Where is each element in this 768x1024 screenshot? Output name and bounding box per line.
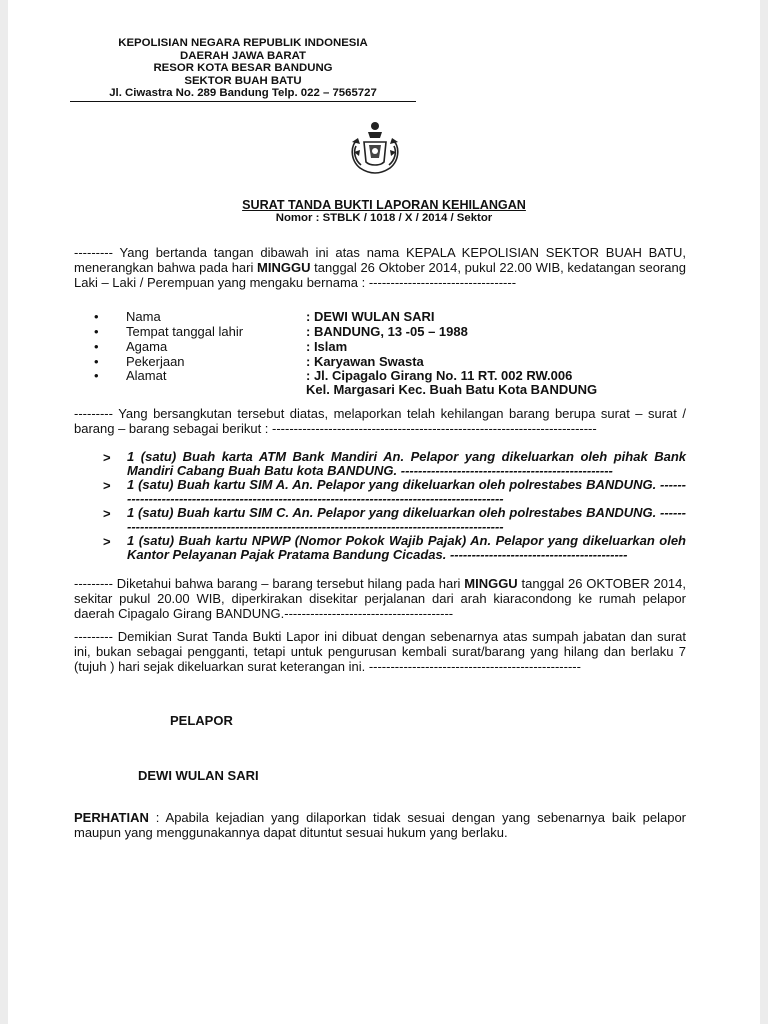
report-paragraph: --------- Yang bersangkutan tersebut diatas, melaporkan telah kehilangan barang berupa surat – surat / barang – barang sebagai berikut : --------------------------------------------------------------------------- [74, 406, 686, 436]
letterhead-address: Jl. Ciwastra No. 289 Bandung Telp. 022 – 7565727 [109, 87, 377, 99]
letterhead-line: SEKTOR BUAH BATU [184, 74, 302, 87]
arrow-bullet-icon: > [103, 506, 111, 521]
letterhead-line: RESOR KOTA BESAR BANDUNG [153, 62, 333, 74]
letterhead-line: KEPOLISIAN NEGARA REPUBLIK INDONESIA [118, 37, 368, 49]
warning-note: PERHATIAN : Apabila kejadian yang dilaporkan tidak sesuai dengan yang sebenarnya baik pelapor maupun yang menggunakannya dapat dituntut sesuai hukum yang berlaku. [74, 810, 686, 840]
intro-day: MINGGU [257, 260, 311, 275]
lost-item: > 1 (satu) Buah kartu NPWP (Nomor Pokok Wajib Pajak) An. Pelapor yang dikeluarkan oleh Kantor Pelayanan Pajak Pratama Bandung Cicadas. ----------------------------------------- [103, 533, 686, 562]
letterhead-line: DAERAH JAWA BARAT [180, 49, 306, 62]
letterhead [70, 37, 416, 100]
arrow-bullet-icon: > [103, 534, 111, 549]
lost-item: > 1 (satu) Buah kartu SIM A. An. Pelapor yang dikeluarkan oleh polrestabes BANDUNG. --------------------------------------------------------------------------------------------- [103, 477, 686, 506]
document-page: KEPOLISIAN NEGARA REPUBLIK INDONESIA DAERAH JAWA BARAT RESOR KOTA BESAR BANDUNG SEKTOR BUAH BATU Jl. Ciwastra No. 289 Bandung Telp. 022 – 7565727 SURAT TANDA BUKTI LAPORAN KEHILANGAN Nomor : STBLK / 1018 / X / 2014 / Sektor --------- Yang bertanda tangan dibawah ini atas nama KEPALA KEPOLISIAN SEKTOR BUAH BATU, menerangkan bahwa pada hari MINGGU tanggal 26 Oktober 2014, pukul 22.00 WIB, kedatangan seorang Laki – Laki / Perempuan yang mengaku bernama : ---------------------------------- • Nama : DEWI WULAN SARI • Tempat tanggal lahir : BANDUNG, 13 -05 – 1988 • Agama : Islam • Pekerjaan : Karyawan Swasta • Alamat : Jl. Cipagalo Girang No. 11 RT. 002 RW.006 Kel. Margasari Kec. Buah Batu Kota BANDUNG --------- Yang bersangkutan tersebut diatas, melaporkan telah kehilangan barang berupa surat – surat / barang – barang sebagai berikut : --------------------------------------------------------------------------- > 1 (satu) Buah karta ATM Bank Mandiri An. Pelapor yang dikeluarkan oleh pihak Bank Mandiri Cabang Buah Batu kota BANDUNG. ------------------------------------------------- > 1 (satu) Buah kartu SIM A. An. Pelapor yang dikeluarkan oleh polrestabes BANDUNG. --------------------------------------------------------------------------------------------- > 1 (satu) Buah kartu SIM C. An. Pelapor yang dikeluarkan oleh polrestabes BANDUNG. --------------------------------------------------------------------------------------------- > 1 (satu) Buah kartu NPWP (Nomor Pokok Wajib Pajak) An. Pelapor yang dikeluarkan oleh Kantor Pelayanan Pajak Pratama Bandung Cicadas. ----------------------------------------- --------- Diketahui bahwa barang – barang tersebut hilang pada hari MINGGU tanggal 26 OKTOBER 2014, sekitar pukul 20.00 WIB, diperkirakan disekitar perjalanan dari arah kiaracondong ke rumah pelapor daerah Cipagalo Girang BANDUNG.--------------------------------------- --------- Demikian Surat Tanda Bukti Lapor ini dibuat dengan sebenarnya atas sumpah jabatan dan surat ini, bukan sebagai pengganti, tetapi untuk pengurusan kembali surat/barang yang hilang dan berlaku 7 (tujuh ) hari sejak dikeluarkan surat keterangan ini. ------------------------------------------------- PELAPOR DEWI WULAN SARI PERHATIAN : Apabila kejadian yang dilaporkan tidak sesuai dengan yang sebenarnya baik pelapor maupun yang menggunakannya dapat dituntut sesuai hukum yang berlaku. [8, 0, 760, 1024]
loss-paragraph: --------- Diketahui bahwa barang – barang tersebut hilang pada hari MINGGU tanggal 26 OKTOBER 2014, sekitar pukul 20.00 WIB, diperkirakan disekitar perjalanan dari arah kiaracondong ke rumah pelapor daerah Cipagalo Girang BANDUNG.--------------------------------------- [74, 576, 687, 621]
arrow-bullet-icon: > [103, 450, 111, 465]
document-number: Nomor : STBLK / 1018 / X / 2014 / Sektor [275, 212, 493, 224]
closing-paragraph: --------- Demikian Surat Tanda Bukti Lapor ini dibuat dengan sebenarnya atas sumpah jabatan dan surat ini, bukan sebagai pengganti, tetapi untuk pengurusan kembali surat/barang yang hilang dan berlaku 7 (tujuh ) hari sejak dikeluarkan surat keterangan ini. ------------------------------------------------- [74, 629, 686, 674]
intro-paragraph: --------- Yang bertanda tangan dibawah ini atas nama KEPALA KEPOLISIAN SEKTOR BUAH BATU, menerangkan bahwa pada hari MINGGU tanggal 26 Oktober 2014, pukul 22.00 WIB, kedatangan seorang Laki – Laki / Perempuan yang mengaku bernama : ---------------------------------- [74, 245, 686, 290]
document-title: SURAT TANDA BUKTI LAPORAN KEHILANGAN [242, 198, 526, 212]
address-continuation: Kel. Margasari Kec. Buah Batu Kota BANDUNG [306, 382, 598, 397]
arrow-bullet-icon: > [103, 478, 111, 493]
warning-label: PERHATIAN [74, 810, 149, 825]
police-emblem-icon [344, 118, 406, 176]
lost-item: > 1 (satu) Buah kartu SIM C. An. Pelapor yang dikeluarkan oleh polrestabes BANDUNG. --------------------------------------------------------------------------------------------- [103, 505, 686, 534]
lost-item: > 1 (satu) Buah karta ATM Bank Mandiri An. Pelapor yang dikeluarkan oleh pihak Bank Mandiri Cabang Buah Batu kota BANDUNG. ------------------------------------------------- [103, 449, 686, 478]
signature-role: PELAPOR [170, 713, 233, 728]
loss-day: MINGGU [464, 576, 518, 591]
signature-name: DEWI WULAN SARI [138, 768, 259, 783]
letterhead-divider [70, 101, 416, 102]
